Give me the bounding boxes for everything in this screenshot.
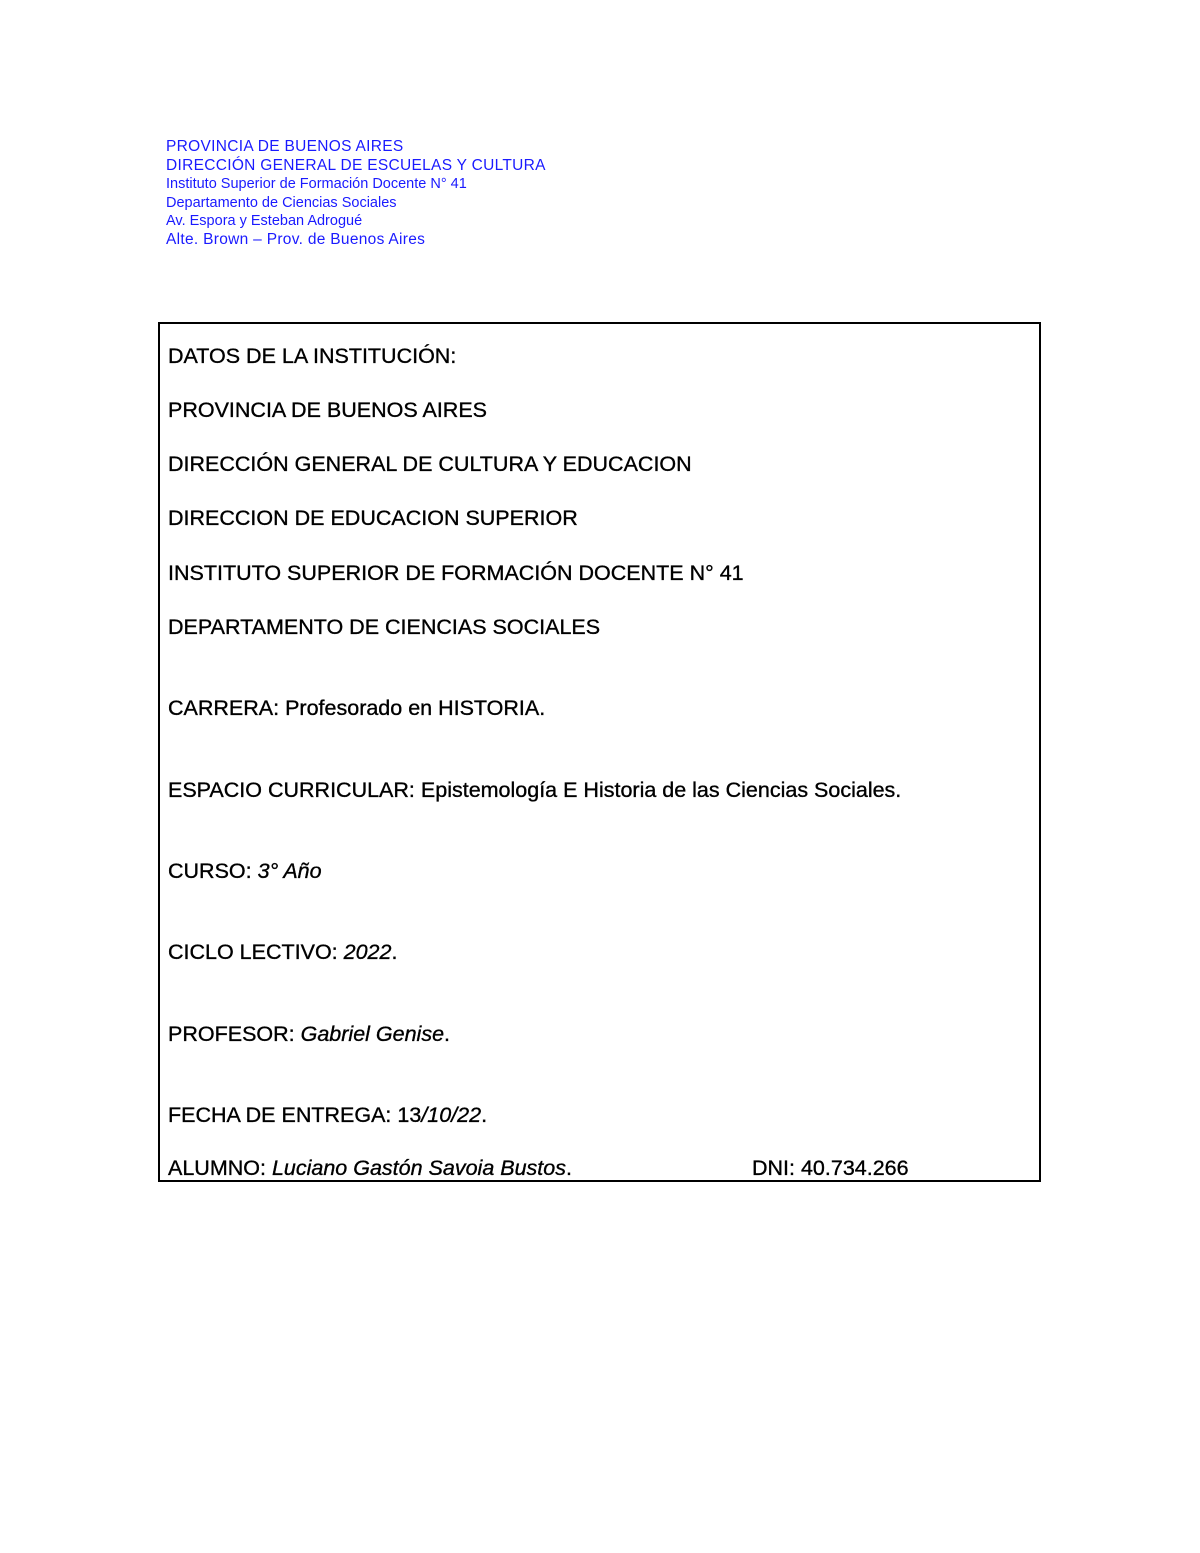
espacio-label: ESPACIO CURRICULAR: xyxy=(168,778,415,802)
letterhead-line-address: Av. Espora y Esteban Adrogué xyxy=(166,213,363,229)
ciclo-end: . xyxy=(391,940,398,964)
letterhead-line-city: Alte. Brown – Prov. de Buenos Aires xyxy=(166,230,426,248)
dni-value: DNI: 40.734.266 xyxy=(752,1156,909,1180)
ciclo-label: CICLO LECTIVO: xyxy=(168,940,338,964)
ciclo-line xyxy=(168,940,397,965)
ciclo-value: 2022 xyxy=(343,940,392,964)
institution-data-box xyxy=(158,322,1041,1182)
letterhead-line-departamento: Departamento de Ciencias Sociales xyxy=(166,194,397,211)
carrera-line xyxy=(168,696,545,721)
alumno-line xyxy=(168,1156,1028,1181)
curso-label: CURSO: xyxy=(168,859,252,883)
direccion-superior-line: DIRECCION DE EDUCACION SUPERIOR xyxy=(168,506,578,530)
letterhead-line-direccion: DIRECCIÓN GENERAL DE ESCUELAS Y CULTURA xyxy=(166,156,546,174)
fecha-value-day: 13 xyxy=(397,1103,422,1127)
fecha-value-rest: /10/22 xyxy=(421,1103,482,1127)
curso-value: 3° Año xyxy=(257,859,322,883)
alumno-end: . xyxy=(565,1156,572,1180)
departamento-line: DEPARTAMENTO DE CIENCIAS SOCIALES xyxy=(168,615,601,639)
letterhead-line-instituto: Instituto Superior de Formación Docente N° 41 xyxy=(166,176,467,192)
instituto-line: INSTITUTO SUPERIOR DE FORMACIÓN DOCENTE N° 41 xyxy=(168,561,744,585)
fecha-end: . xyxy=(481,1103,488,1127)
provincia-line: PROVINCIA DE BUENOS AIRES xyxy=(168,398,488,422)
direccion-general-line: DIRECCIÓN GENERAL DE CULTURA Y EDUCACION xyxy=(168,452,692,476)
alumno-value: Luciano Gastón Savoia Bustos xyxy=(271,1156,566,1180)
fecha-line xyxy=(168,1103,487,1128)
profesor-line xyxy=(168,1022,450,1047)
datos-title: DATOS DE LA INSTITUCIÓN: xyxy=(168,344,457,368)
carrera-label: CARRERA: xyxy=(168,696,280,720)
curso-line xyxy=(168,859,322,884)
letterhead-line-provincia: PROVINCIA DE BUENOS AIRES xyxy=(166,138,404,155)
alumno-label: ALUMNO: xyxy=(168,1156,266,1180)
espacio-value: Epistemología E Historia de las Ciencias Sociales. xyxy=(420,778,902,802)
profesor-label: PROFESOR: xyxy=(168,1022,295,1046)
fecha-label: FECHA DE ENTREGA: xyxy=(168,1103,392,1127)
profesor-value: Gabriel Genise xyxy=(300,1022,445,1046)
letterhead xyxy=(166,138,546,249)
espacio-line xyxy=(168,778,901,803)
profesor-end: . xyxy=(444,1022,451,1046)
carrera-value: Profesorado en HISTORIA. xyxy=(285,696,546,720)
